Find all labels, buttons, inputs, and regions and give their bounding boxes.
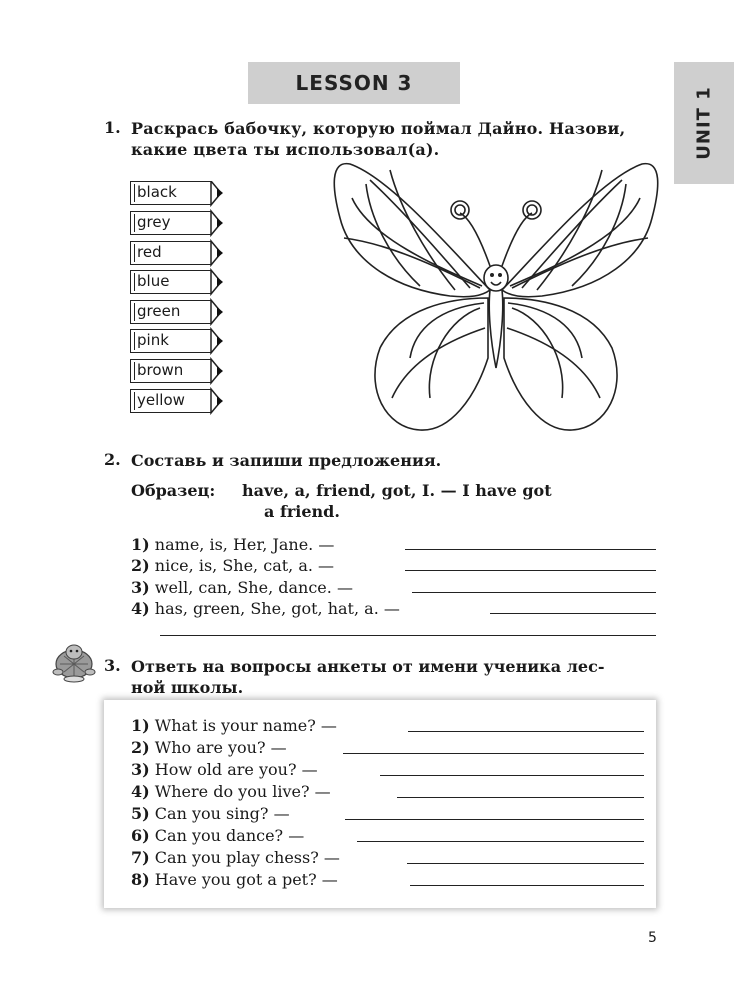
task2-instruction: Составь и запиши предложения. (131, 451, 442, 470)
task2-item-2 (131, 556, 334, 575)
answer-line-3-2[interactable] (343, 753, 644, 754)
question-1 (131, 716, 337, 735)
question-6 (131, 826, 304, 845)
task2-item-3-number: 3) (131, 578, 150, 597)
page-number: 5 (648, 930, 657, 946)
pencil-brown: brown (130, 359, 212, 383)
example-line1: have, a, friend, got, I. — I have got (242, 481, 552, 500)
task1-instruction-line2: какие цвета ты использовал(а). (131, 140, 440, 159)
task2-item-4-number: 4) (131, 599, 150, 618)
question-5-number: 5) (131, 804, 150, 823)
task1-instruction (131, 118, 625, 160)
question-7-text: Can you play chess? — (154, 848, 340, 867)
task2-item-4 (131, 599, 400, 618)
task1-instruction-line1: Раскрась бабочку, которую поймал Дайно. Назови, (131, 119, 626, 138)
question-5 (131, 804, 290, 823)
task2-item-1-text: name, is, Her, Jane. — (154, 535, 335, 554)
question-8-number: 8) (131, 870, 150, 889)
question-2 (131, 738, 287, 757)
answer-line-3-1[interactable] (408, 731, 644, 732)
example-line2: a friend. (264, 502, 340, 521)
task2-item-1-number: 1) (131, 535, 150, 554)
question-3-number: 3) (131, 760, 150, 779)
question-6-number: 6) (131, 826, 150, 845)
question-1-number: 1) (131, 716, 150, 735)
pencil-blue: blue (130, 270, 212, 294)
question-4-number: 4) (131, 782, 150, 801)
pencil-red: red (130, 241, 212, 265)
unit-tab (674, 62, 734, 184)
answer-line-3-4[interactable] (397, 797, 644, 798)
question-5-text: Can you sing? — (154, 804, 290, 823)
question-1-text: What is your name? — (154, 716, 337, 735)
answer-line-2-4[interactable] (490, 613, 656, 614)
butterfly-illustration (330, 158, 660, 448)
answer-line-3-6[interactable] (357, 841, 644, 842)
unit-tab-label: UNIT 1 (693, 86, 715, 160)
question-4 (131, 782, 331, 801)
task3-instruction-line1: Ответь на вопросы анкеты от имени ученика лес- (131, 657, 605, 676)
task2-item-2-text: nice, is, She, cat, a. — (154, 556, 335, 575)
answer-line-2-3[interactable] (412, 592, 656, 593)
turtle-icon (50, 638, 100, 684)
task1-number: 1. (104, 118, 121, 137)
task3-number: 3. (104, 656, 121, 675)
example-label: Образец: (131, 481, 216, 500)
pencil-tips (210, 181, 232, 415)
task3-instruction (131, 656, 604, 698)
answer-line-2-1[interactable] (405, 549, 656, 550)
question-7 (131, 848, 340, 867)
pencil-black: black (130, 181, 212, 205)
answer-line-3-5[interactable] (345, 819, 644, 820)
task2-item-3 (131, 578, 353, 597)
pencil-yellow: yellow (130, 389, 212, 413)
pencil-grey: grey (130, 211, 212, 235)
question-4-text: Where do you live? — (154, 782, 331, 801)
task2-item-1 (131, 535, 334, 554)
question-2-number: 2) (131, 738, 150, 757)
answer-line-2-4b[interactable] (160, 635, 656, 636)
task2-item-3-text: well, can, She, dance. — (154, 578, 353, 597)
answer-line-2-2[interactable] (405, 570, 656, 571)
question-3 (131, 760, 318, 779)
task2-item-4-text: has, green, She, got, hat, a. — (154, 599, 400, 618)
answer-line-3-7[interactable] (407, 863, 644, 864)
question-6-text: Can you dance? — (154, 826, 305, 845)
answer-line-3-3[interactable] (380, 775, 644, 776)
pencil-green: green (130, 300, 212, 324)
task2-number: 2. (104, 450, 121, 469)
task3-instruction-line2: ной школы. (131, 678, 244, 697)
question-8 (131, 870, 338, 889)
lesson-title: LESSON 3 (248, 62, 460, 104)
answer-line-3-8[interactable] (410, 885, 644, 886)
question-8-text: Have you got a pet? — (154, 870, 338, 889)
task2-item-2-number: 2) (131, 556, 150, 575)
question-2-text: Who are you? — (154, 738, 287, 757)
question-7-number: 7) (131, 848, 150, 867)
question-3-text: How old are you? — (154, 760, 318, 779)
pencil-pink: pink (130, 329, 212, 353)
